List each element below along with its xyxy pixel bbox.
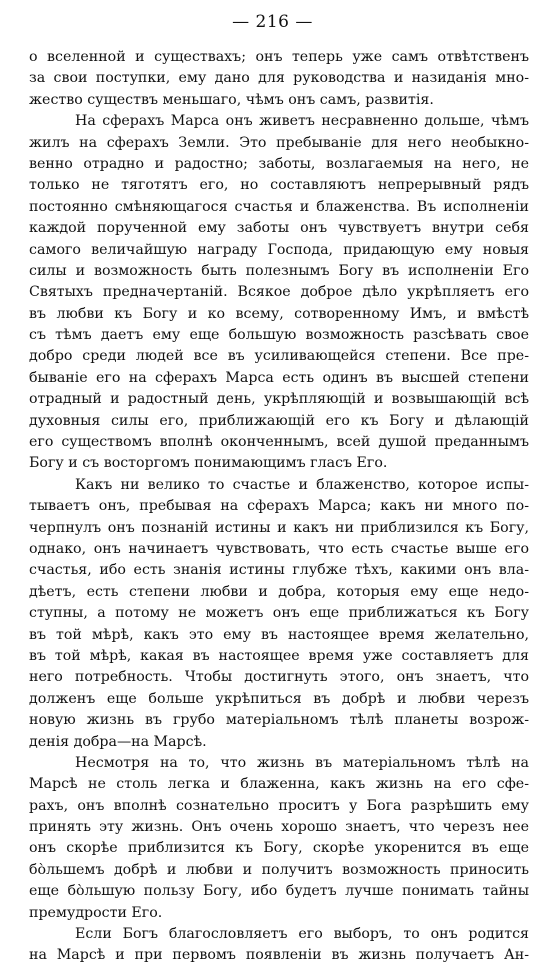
text-line: въ любви къ Богу и ко всему, сотворенному Имъ, и вмѣстѣ (29, 305, 529, 322)
text-line: него потребность. Чтобы достигнуть этого, онъ знаетъ, что (29, 669, 529, 686)
text-line: каждой порученной ему заботы онъ чувствуетъ внутри себя (29, 220, 529, 237)
text-line: въ той мѣрѣ, какъ это ему въ настоящее время желательно, (29, 626, 529, 643)
text-line: долженъ еще больше укрѣпиться въ добрѣ и любви черезъ (29, 690, 529, 707)
paragraph-start-line: Какъ ни велико то счастье и блаженство, которое испы- (75, 476, 529, 493)
text-line: онъ скорѣе приблизится къ Богу, скорѣе укоренится въ еще (29, 840, 529, 857)
text-line: за свои поступки, ему дано для руководства и назиданія мно- (29, 70, 529, 87)
text-line: дѣетъ, есть степени любви и добра, которыя ему еще недо- (29, 583, 529, 600)
text-line: новую жизнь въ грубо матеріальномъ тѣлѣ планеты возрож- (29, 712, 529, 729)
text-line: о вселенной и существахъ; онъ теперь уже самъ отвѣтственъ (29, 49, 529, 65)
text-line: ступны, а потому не можетъ онъ еще приближаться къ Богу (29, 605, 529, 622)
text-line: еще бо̀льшую пользу Богу, ибо будетъ лучше понимать тайны (29, 883, 529, 900)
text-line: отрадный и радостный день, укрѣпляющій и возвышающій всѣ (29, 391, 529, 408)
text-line: его существомъ вполнѣ оконченнымъ, всей душой преданнымъ (29, 434, 529, 451)
text-line: Марсѣ не столь легка и блаженна, какъ жизнь на его сфе- (29, 776, 529, 793)
text-line: принять эту жизнь. Онъ очень хорошо знаетъ, что черезъ нее (29, 819, 529, 836)
text-line: денія добра—на Марсѣ. (29, 733, 207, 750)
text-line: постоянно смѣняющагося счастья и блаженства. Въ исполненіи (29, 198, 529, 215)
paragraph-start-line: Несмотря на то, что жизнь въ матеріальномъ тѣлѣ на (75, 754, 529, 771)
text-line: премудрости Его. (29, 904, 163, 921)
text-line: силы и возможность быть полезнымъ Богу въ исполненіи Его (29, 262, 529, 279)
text-line: тываетъ онъ, пребывая на сферахъ Марса; какъ ни много по- (29, 498, 529, 515)
text-line: черпнулъ онъ познаній истины и какъ ни приблизился къ Богу, (29, 519, 529, 536)
text-line: бываніе его на сферахъ Марса есть одинъ въ высшей степени (29, 369, 529, 386)
text-line: духовныя силы его, приближающій его къ Богу и дѣлающій (29, 412, 529, 429)
text-line: бо̀льшемъ добрѣ и любви и получитъ возможность приносить (29, 861, 529, 878)
text-line: рахъ, онъ вполнѣ сознательно проситъ у Бога разрѣшить ему (29, 797, 529, 814)
text-line: счастья, ибо есть знанія истины глубже тѣхъ, какими онъ вла- (29, 562, 529, 579)
paragraph-start-line: На сферахъ Марса онъ живетъ несравненно дольше, чѣмъ (75, 113, 529, 130)
text-line: съ тѣмъ даетъ ему еще большую возможность разсѣвать свое (29, 327, 529, 344)
text-line: Богу и съ восторгомъ понимающимъ гласъ Его. (29, 455, 388, 472)
text-line: жество существъ меньшаго, чѣмъ онъ самъ, развитія. (29, 91, 434, 108)
text-line: только не тяготятъ его, но составляютъ непрерывный рядъ (29, 177, 529, 194)
text-line: венно отрадно и радостно; заботы, возлагаемыя на него, не (29, 155, 529, 172)
text-line: въ той мѣрѣ, какая въ настоящее время уже составляетъ для (29, 647, 529, 664)
text-line: Святыхъ предначертаній. Всякое доброе дѣло укрѣпляетъ его (29, 284, 529, 301)
text-line: жилъ на сферахъ Земли. Это пребываніе для него необыкно- (29, 134, 529, 151)
paragraph-start-line: Если Богъ благословляетъ его выборъ, то онъ родится (75, 926, 529, 943)
body-text (29, 47, 529, 967)
text-line: добро среди людей все въ усиливающейся степени. Все пре- (29, 348, 529, 365)
text-line: на Марсѣ и при первомъ появленіи въ жизнь получаетъ Ан- (29, 947, 529, 964)
page-number: — 216 — (232, 12, 313, 32)
text-line: однако, онъ начинаетъ чувствовать, что есть счастье выше его (29, 540, 529, 557)
text-line: самого величайшую награду Господа, придающую ему новыя (29, 241, 529, 258)
